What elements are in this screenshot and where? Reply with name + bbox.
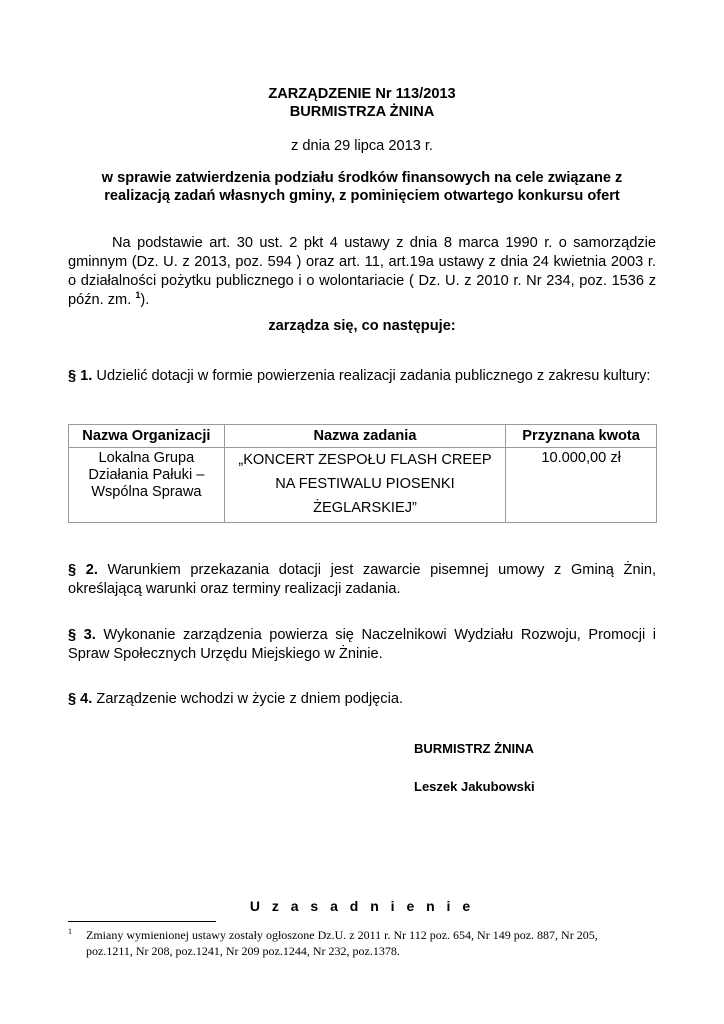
document-issuer: BURMISTRZA ŻNINA — [289, 104, 435, 120]
document-date: z dnia 29 lipca 2013 r. — [291, 138, 433, 154]
paragraph-1-text: Udzielić dotacji w formie powierzenia realizacji zadania publicznego z zakresu kultury: — [92, 368, 651, 384]
organization-line: Działania Pałuki – — [88, 467, 205, 483]
organization-line: Lokalna Grupa — [98, 450, 195, 466]
justification-heading: U z a s a d n i e n i e — [249, 898, 475, 914]
header-task: Nazwa zadania — [224, 425, 505, 448]
task-line: ŻEGLARSKIEJ” — [313, 500, 417, 516]
paragraph-1-number: § 1. — [68, 368, 93, 384]
paragraph-2 — [68, 561, 656, 599]
document-subject — [80, 169, 644, 205]
paragraph-3-number: § 3. — [68, 627, 96, 643]
subject-line-1: w sprawie zatwierdzenia podziału środków finansowych na cele związane z — [101, 170, 623, 186]
header-organization: Nazwa Organizacji — [69, 425, 225, 448]
enacting-clause: zarządza się, co następuje: — [268, 318, 456, 334]
task-line: „KONCERT ZESPOŁU FLASH CREEP — [238, 452, 492, 468]
footnote-mark: 1 — [68, 927, 72, 936]
cell-organization — [69, 448, 225, 523]
footnote — [68, 927, 628, 959]
footnote-reference: 1 — [135, 290, 141, 301]
signature-office: BURMISTRZ ŻNINA — [414, 741, 534, 756]
task-line: NA FESTIWALU PIOSENKI — [275, 476, 455, 492]
legal-basis-end: ). — [140, 292, 150, 308]
table-header-row — [69, 425, 657, 448]
paragraph-4-number: § 4. — [68, 691, 93, 707]
organization-line: Wspólna Sprawa — [91, 484, 202, 500]
paragraph-1 — [68, 367, 656, 386]
paragraph-4 — [68, 691, 656, 707]
subject-line-2: realizacją zadań własnych gminy, z pominięciem otwartego konkursu ofert — [104, 188, 620, 204]
signature-name: Leszek Jakubowski — [414, 779, 535, 794]
grants-table — [68, 424, 657, 523]
table-row — [69, 448, 657, 523]
cell-amount: 10.000,00 zł — [506, 448, 657, 523]
legal-basis-text: Na podstawie art. 30 ust. 2 pkt 4 ustawy z dnia 8 marca 1990 r. o samorządzie gminnym (Dz. U. z 2013, poz. 594 ) oraz art. 11, art.19a ustawy z dnia 24 kwietnia 2003 r. o działalności pożytku publicznego i o wolontariacie ( Dz. U. z 2010 r. Nr 234, poz. 1536 z późn. zm. — [68, 235, 656, 308]
paragraph-3 — [68, 626, 656, 664]
document-title: ZARZĄDZENIE Nr 113/2013 — [268, 86, 456, 102]
cell-task — [224, 448, 505, 523]
paragraph-2-number: § 2. — [68, 562, 98, 578]
footnote-line-2: poz.1211, Nr 208, poz.1241, Nr 209 poz.1244, Nr 232, poz.1378. — [86, 944, 400, 958]
header-amount: Przyznana kwota — [506, 425, 657, 448]
paragraph-2-text: Warunkiem przekazania dotacji jest zawarcie pisemnej umowy z Gminą Żnin, określającą warunki oraz terminy realizacji zadania. — [68, 562, 656, 597]
footnote-line-1: Zmiany wymienionej ustawy zostały ogłoszone Dz.U. z 2011 r. Nr 112 poz. 654, Nr 149 poz. 887, Nr 205, — [86, 928, 598, 942]
legal-basis — [68, 234, 656, 310]
paragraph-3-text: Wykonanie zarządzenia powierza się Naczelnikowi Wydziału Rozwoju, Promocji i Spraw Społecznych Urzędu Miejskiego w Żninie. — [68, 627, 656, 662]
paragraph-4-text: Zarządzenie wchodzi w życie z dniem podjęcia. — [92, 691, 404, 707]
footnote-separator — [68, 921, 216, 922]
